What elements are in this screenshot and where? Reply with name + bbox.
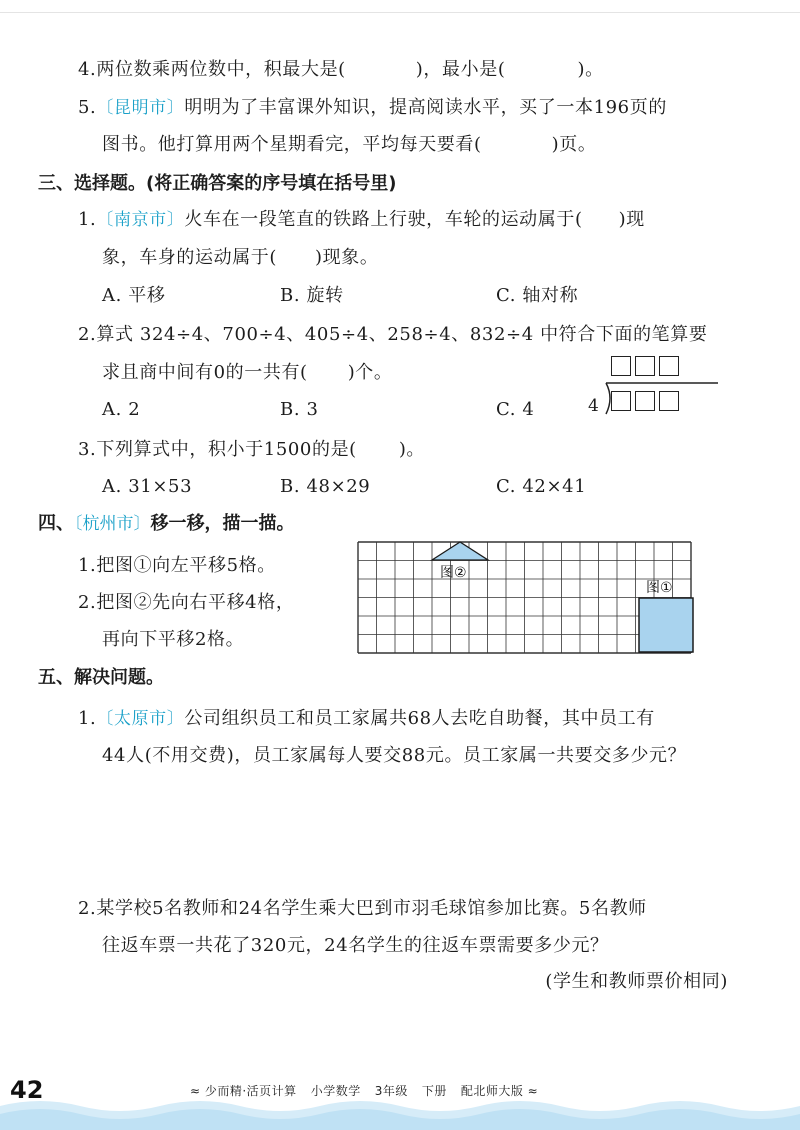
s4-question-2: 2.把图②先向右平移4格， <box>78 592 295 613</box>
divisor: 4 <box>588 396 600 416</box>
city-tag: 〔昆明市〕 <box>96 98 185 118</box>
top-rule <box>0 12 800 13</box>
dividend-box[interactable] <box>635 391 655 411</box>
division-bracket <box>584 354 724 422</box>
city-tag: 〔太原市〕 <box>96 709 185 729</box>
question-4: 4.两位数乘两位数中，积最大是( )，最小是( )。 <box>78 59 604 80</box>
option-b[interactable]: B. 3 <box>280 399 319 420</box>
shape-2-label: 图② <box>440 565 467 581</box>
s3-question-3: 3.下列算式中，积小于1500的是( )。 <box>78 439 426 460</box>
shape-2-triangle[interactable] <box>432 542 488 560</box>
s3-question-1: 1.〔南京市〕火车在一段笔直的铁路上行驶，车轮的运动属于( )现 <box>78 209 645 230</box>
option-a[interactable]: A. 平移 <box>102 285 166 306</box>
dividend-box[interactable] <box>611 391 631 411</box>
s3-question-1-line2: 象，车身的运动属于( )现象。 <box>102 247 379 268</box>
option-c[interactable]: C. 4 <box>496 399 535 420</box>
answer-area[interactable] <box>102 780 722 880</box>
s5-question-2: 2.某学校5名教师和24名学生乘大巴到市羽毛球馆参加比赛。5名教师 <box>78 898 647 919</box>
s5-question-1-line2: 44人(不用交费)，员工家属每人要交88元。员工家属一共要交多少元？ <box>102 745 687 766</box>
shape-1-label: 图① <box>646 580 673 596</box>
option-a[interactable]: A. 2 <box>102 399 141 420</box>
option-c[interactable]: C. 轴对称 <box>496 285 579 306</box>
city-tag: 〔南京市〕 <box>96 210 185 230</box>
question-5-line2: 图书。他打算用两个星期看完，平均每天要看( )页。 <box>102 134 597 155</box>
option-c[interactable]: C. 42×41 <box>496 476 587 497</box>
option-a[interactable]: A. 31×53 <box>102 476 193 497</box>
s5-question-1: 1.〔太原市〕公司组织员工和员工家属共68人去吃自助餐，其中员工有 <box>78 708 655 729</box>
s5-question-2-line2: 往返车票一共花了320元，24名学生的往返车票需要多少元？ <box>102 935 609 956</box>
option-b[interactable]: B. 48×29 <box>280 476 371 497</box>
answer-area[interactable] <box>102 1002 722 1062</box>
translation-grid <box>356 540 728 656</box>
shape-1-rectangle[interactable] <box>639 598 693 652</box>
section-5-title: 五、解决问题。 <box>38 667 164 688</box>
s5-question-2-note: (学生和教师票价相同) <box>545 971 728 992</box>
section-4-title: 四、〔杭州市〕移一移，描一描。 <box>38 513 295 534</box>
dividend-box[interactable] <box>659 391 679 411</box>
city-tag: 〔杭州市〕 <box>74 514 151 534</box>
s3-question-2-line2: 求且商中间有0的一共有( )个。 <box>102 362 393 383</box>
option-b[interactable]: B. 旋转 <box>280 285 344 306</box>
s4-question-2-line2: 再向下平移2格。 <box>102 629 245 650</box>
section-3-title: 三、选择题。(将正确答案的序号填在括号里) <box>38 173 397 194</box>
s3-question-2: 2.算式 324÷4、700÷4、405÷4、258÷4、832÷4 中符合下面的笔算要 <box>78 324 708 345</box>
long-division-diagram <box>584 354 724 422</box>
question-5: 5.〔昆明市〕明明为了丰富课外知识，提高阅读水平，买了一本196页的 <box>78 97 667 118</box>
footer-info: ≈ 少而精·活页计算 小学数学 3年级 下册 配北师大版 ≈ <box>190 1084 539 1098</box>
page-number: 42 <box>10 1076 44 1104</box>
s4-question-1: 1.把图①向左平移5格。 <box>78 555 276 576</box>
